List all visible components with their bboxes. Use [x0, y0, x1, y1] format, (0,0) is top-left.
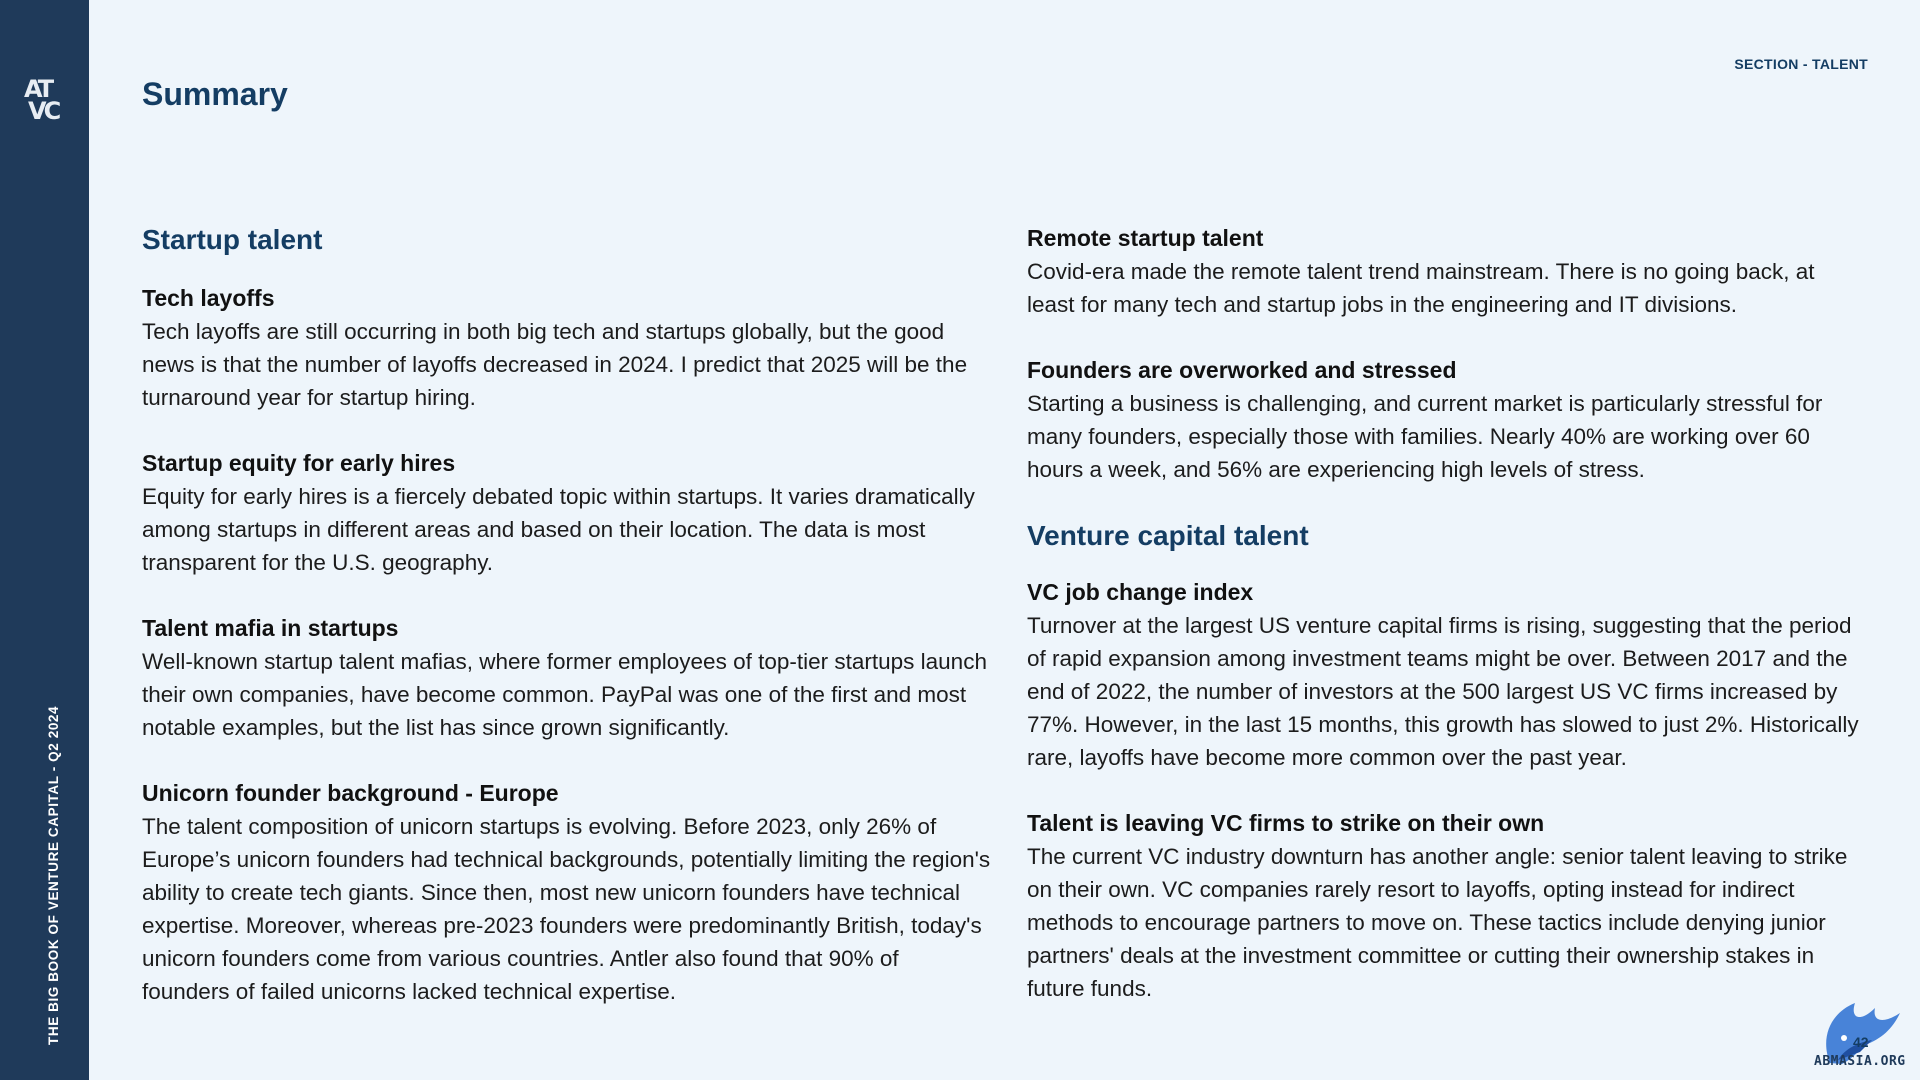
- item-body: Tech layoffs are still occurring in both big tech and startups globally, but the good news is that the number of layoffs decreased in 2024. I predict that 2025 will be the turnaround year for startup hiring.: [142, 319, 968, 410]
- summary-item: [142, 282, 992, 414]
- page-title: Summary: [142, 76, 288, 112]
- item-body: Well-known startup talent mafias, where former employees of top-tier startups launch their own companies, have become common. PayPal was one of the first and most notable examples, but the list has since grown significantly.: [142, 649, 987, 740]
- item-body: Equity for early hires is a fiercely debated topic within startups. It varies dramatically among startups in different areas and based on their location. The data is most transparent for the U.S. geography.: [142, 484, 975, 575]
- summary-item: [142, 447, 992, 579]
- summary-item: [142, 612, 992, 744]
- item-title: Unicorn founder background - Europe: [142, 780, 559, 806]
- left-column: [142, 220, 992, 1041]
- summary-item: [1027, 807, 1867, 1005]
- sidebar-vertical-title: THE BIG BOOK OF VENTURE CAPITAL - Q2 2024: [46, 705, 61, 1045]
- atvc-logo: [24, 75, 64, 128]
- summary-item: [142, 777, 992, 1008]
- watermark-text: ABMASIA.ORG: [1814, 1054, 1906, 1069]
- item-title: Startup equity for early hires: [142, 450, 456, 476]
- logo-line-2: VC: [28, 97, 59, 125]
- summary-item: [1027, 576, 1867, 774]
- item-title: Remote startup talent: [1027, 225, 1264, 251]
- item-title: Talent is leaving VC firms to strike on their own: [1027, 810, 1545, 836]
- item-title: Talent mafia in startups: [142, 615, 399, 641]
- item-body: The talent composition of unicorn startups is evolving. Before 2023, only 26% of Europe’s unicorn founders had technical backgrounds, potentially limiting the region's ability to create tech giants. Since then, most new unicorn founders have technical expertise. Moreover, whereas pre-2023 founders were predominantly British, today's unicorn founders come from various countries. Antler also found that 90% of founders of failed unicorns lacked technical expertise.: [142, 814, 991, 1004]
- item-body: Covid-era made the remote talent trend mainstream. There is no going back, at least for many tech and startup jobs in the engineering and IT divisions.: [1027, 259, 1815, 317]
- right-column: [1027, 222, 1867, 1038]
- item-title: Founders are overworked and stressed: [1027, 357, 1457, 383]
- summary-item: [1027, 354, 1867, 486]
- summary-item: [1027, 222, 1867, 321]
- section-label: SECTION - TALENT: [1734, 56, 1868, 72]
- item-body: The current VC industry downturn has another angle: senior talent leaving to strike on their own. VC companies rarely resort to layoffs, opting instead for indirect methods to encourage partners to move on. These tactics include denying junior partners' deals at the investment committee or cutting their ownership stakes in future funds.: [1027, 844, 1848, 1001]
- section-heading-vc-talent: Venture capital talent: [1027, 520, 1309, 551]
- item-title: VC job change index: [1027, 579, 1254, 605]
- section-heading-startup-talent: Startup talent: [142, 224, 323, 255]
- item-body: Turnover at the largest US venture capital firms is rising, suggesting that the period of rapid expansion among investment teams might be over. Between 2017 and the end of 2022, the number of investors at the 500 largest US VC firms increased by 77%. However, in the last 15 months, this growth has slowed to just 2%. Historically rare, layoffs have become more common over the past year.: [1027, 613, 1859, 770]
- sidebar: [0, 0, 89, 1080]
- page-number: 42: [1853, 1034, 1869, 1050]
- item-title: Tech layoffs: [142, 285, 275, 311]
- logo-line-1: AT: [24, 75, 52, 103]
- item-body: Starting a business is challenging, and current market is particularly stressful for many founders, especially those with families. Nearly 40% are working over 60 hours a week, and 56% are experiencing high levels of stress.: [1027, 391, 1823, 482]
